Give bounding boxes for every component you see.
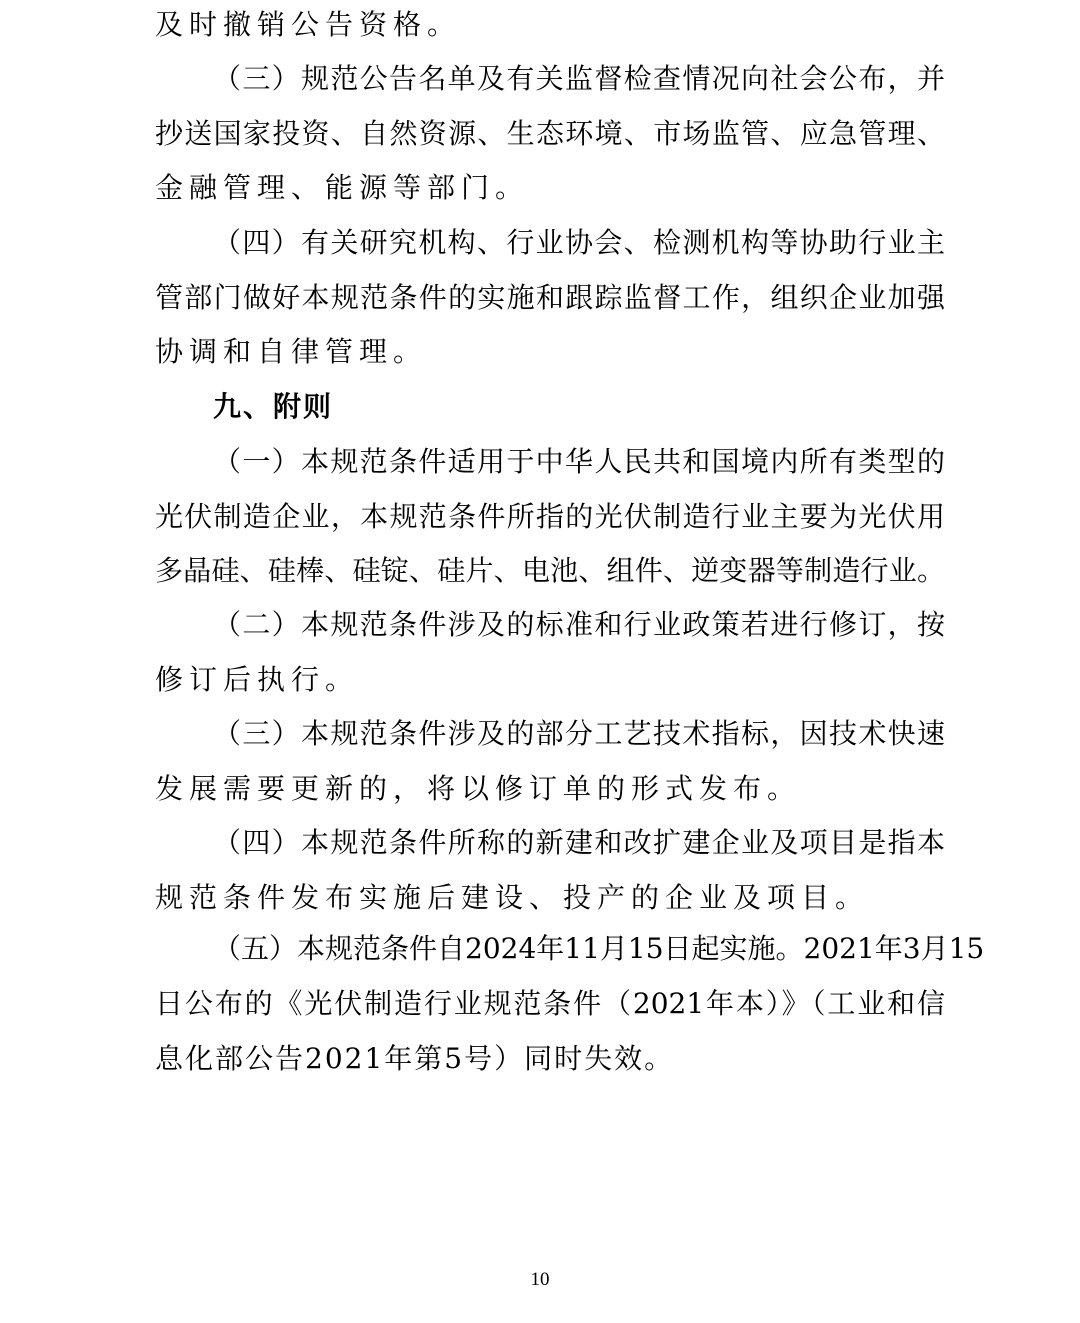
text-line: 金融管理、能源等部门。 <box>155 171 530 204</box>
paragraph-first-line: （五）本规范条件自2024年11月15日起实施。2021年3月15 <box>213 932 985 965</box>
section-heading: 九、附则 <box>213 390 334 423</box>
paragraph-first-line: （一）本规范条件适用于中华人民共和国境内所有类型的 <box>213 445 945 478</box>
paragraph-first-line: （四）本规范条件所称的新建和改扩建企业及项目是指本 <box>213 826 945 859</box>
paragraph-first-line: （四）有关研究机构、行业协会、检测机构等协助行业主 <box>213 226 945 259</box>
paragraph-first-line: （三）规范公告名单及有关监督检查情况向社会公布，并 <box>213 62 945 95</box>
text-line: 规范条件发布实施后建设、投产的企业及项目。 <box>155 881 870 914</box>
text-line: 及时撤销公告资格。 <box>155 8 462 41</box>
text-line: 管部门做好本规范条件的实施和跟踪监督工作，组织企业加强 <box>155 281 945 314</box>
page-number: 10 <box>530 1269 550 1290</box>
paragraph-first-line: （二）本规范条件涉及的标准和行业政策若进行修订，按 <box>213 608 945 641</box>
text-line: 协调和自律管理。 <box>155 335 428 368</box>
text-line: 修订后执行。 <box>155 663 360 696</box>
text-line: 息化部公告2021年第5号）同时失效。 <box>155 1042 675 1075</box>
text-line: 多晶硅、硅棒、硅锭、硅片、电池、组件、逆变器等制造行业。 <box>155 554 945 587</box>
text-line: 日公布的《光伏制造行业规范条件（2021年本）》（工业和信 <box>155 987 945 1020</box>
text-line: 光伏制造企业，本规范条件所指的光伏制造行业主要为光伏用 <box>155 500 945 533</box>
paragraph-first-line: （三）本规范条件涉及的部分工艺技术指标，因技术快速 <box>213 717 945 750</box>
text-line: 发展需要更新的，将以修订单的形式发布。 <box>155 772 802 805</box>
text-line: 抄送国家投资、自然资源、生态环境、市场监管、应急管理、 <box>155 117 945 150</box>
